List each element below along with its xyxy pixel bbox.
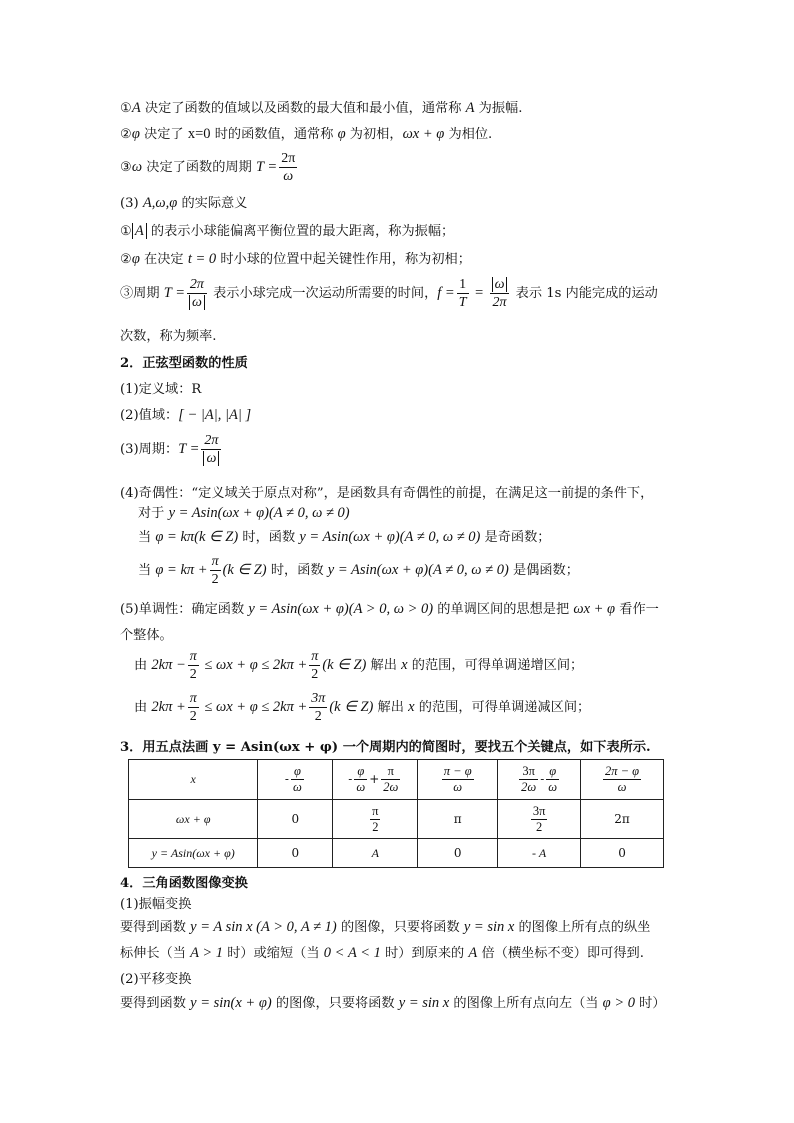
math-var: φ bbox=[131, 126, 140, 142]
text: 当 bbox=[138, 530, 156, 545]
text-line-meaning-heading bbox=[120, 192, 247, 212]
text: 决定了函数的周期 bbox=[142, 160, 256, 175]
table-cell: 0 bbox=[581, 839, 664, 868]
text: 的范围，可得单调递减区间； bbox=[414, 700, 591, 715]
math-expr: ωx + φ bbox=[573, 601, 616, 617]
shift-transform-line1 bbox=[120, 992, 666, 1012]
parity-odd-condition bbox=[138, 526, 551, 546]
denominator: 2 bbox=[372, 819, 379, 834]
property-period bbox=[120, 432, 223, 467]
text: 的表示小球能偏离平衡位置的最大距离，称为振幅； bbox=[146, 224, 455, 239]
table-cell: A bbox=[333, 839, 418, 868]
math-expr: 2kπ + bbox=[151, 699, 186, 715]
math-var: ω bbox=[131, 159, 143, 175]
math-expr: φ > 0 bbox=[602, 995, 635, 1011]
minus-sign: - bbox=[348, 772, 353, 786]
denominator: 2 bbox=[535, 819, 543, 834]
math-var: A bbox=[131, 100, 141, 116]
math-expr: y = sin x bbox=[463, 919, 515, 935]
circled-number: ② bbox=[120, 127, 132, 142]
subheading-amplitude-transform: (1)振幅变换 bbox=[120, 897, 192, 912]
math-expr: = bbox=[470, 285, 488, 301]
fraction bbox=[279, 150, 297, 185]
math-expr: φ = kπ + bbox=[155, 562, 208, 578]
table-cell bbox=[498, 760, 581, 800]
text: 在决定 bbox=[139, 252, 188, 267]
numerator: φ bbox=[546, 764, 559, 780]
numerator: ω bbox=[492, 277, 508, 292]
text: 对于 bbox=[138, 506, 169, 521]
text: 时的函数值，通常称 bbox=[210, 127, 338, 142]
text: 要得到函数 bbox=[120, 920, 191, 935]
denominator: ω bbox=[189, 295, 205, 310]
fraction bbox=[381, 764, 400, 795]
parity-even-condition bbox=[138, 553, 579, 588]
text: 时）或缩短（当 bbox=[223, 946, 324, 961]
math-expr: y = Asin(ωx + φ)(A ≠ 0, ω ≠ 0) bbox=[168, 505, 350, 521]
numerator: 2π bbox=[281, 151, 296, 166]
math-var: A bbox=[465, 100, 475, 116]
math-expr: A,ω,φ bbox=[142, 195, 178, 211]
text: 的范围，可得单调递增区间； bbox=[407, 658, 584, 673]
math-var: A bbox=[468, 945, 478, 961]
denominator: ω bbox=[292, 780, 302, 794]
numerator: 2π bbox=[201, 432, 221, 450]
text-line-period bbox=[120, 150, 299, 185]
math-var: φ bbox=[131, 251, 140, 267]
text: 决定了函数的值域以及函数的最大值和最小值，通常称 bbox=[140, 101, 466, 116]
circled-number: ③ bbox=[120, 160, 132, 175]
fraction bbox=[546, 764, 559, 795]
text: 看作一 bbox=[615, 602, 659, 617]
fraction bbox=[603, 764, 641, 795]
numerator: π bbox=[372, 803, 379, 818]
section-heading-4: 4．三角函数图像变换 bbox=[120, 876, 248, 891]
math-expr: (k ∈ Z) bbox=[222, 562, 267, 578]
math-expr: ≤ ωx + φ ≤ 2kπ + bbox=[200, 699, 308, 715]
math-expr: y = Asin(ωx + φ)(A ≠ 0, ω ≠ 0) bbox=[299, 529, 481, 545]
math-expr: y = sin x bbox=[398, 995, 450, 1011]
fraction bbox=[210, 553, 221, 588]
fraction bbox=[519, 764, 538, 795]
fraction bbox=[187, 276, 207, 311]
numerator: 3π bbox=[532, 803, 546, 818]
minus-sign: - bbox=[540, 772, 545, 786]
numerator: 3π bbox=[311, 691, 326, 706]
text: 为初相， bbox=[345, 127, 403, 142]
table-cell: 2π bbox=[581, 800, 664, 839]
property-range bbox=[120, 404, 251, 424]
text-line-continuation: 次数，称为频率. bbox=[120, 329, 217, 344]
fraction bbox=[490, 276, 510, 311]
math-expr: T = bbox=[255, 159, 278, 175]
table-cell bbox=[418, 760, 498, 800]
text: 为振幅. bbox=[474, 101, 523, 116]
table-cell: ωx + φ bbox=[129, 800, 258, 839]
math-expr: y = A sin x (A > 0, A ≠ 1) bbox=[190, 919, 337, 935]
math-expr: ≤ ωx + φ ≤ 2kπ + bbox=[200, 657, 308, 673]
text-line-amplitude bbox=[120, 97, 522, 117]
denominator: ω bbox=[617, 780, 627, 794]
math-expr: f = bbox=[437, 285, 455, 301]
numerator: π bbox=[189, 691, 197, 706]
numerator: π bbox=[189, 649, 197, 664]
numerator: 2π − φ bbox=[604, 764, 640, 778]
circled-number: ② bbox=[120, 252, 132, 267]
text: 表示 1s 内能完成的运动 bbox=[511, 286, 658, 301]
fraction bbox=[291, 764, 304, 795]
text: 由 bbox=[134, 658, 152, 673]
monotonic-increasing bbox=[134, 648, 583, 683]
property-domain: (1)定义域：R bbox=[120, 382, 202, 397]
fraction bbox=[309, 648, 320, 683]
text: (3) bbox=[120, 196, 143, 211]
amplitude-transform-line1 bbox=[120, 916, 650, 936]
math-expr: (k ∈ Z) bbox=[329, 699, 374, 715]
math-var: x bbox=[401, 657, 408, 673]
table-cell: π bbox=[418, 800, 498, 839]
math-var: x bbox=[408, 699, 415, 715]
fraction bbox=[531, 804, 548, 835]
text: 标伸长（当 bbox=[120, 946, 191, 961]
math-var: φ bbox=[337, 126, 346, 142]
text: ③周期 bbox=[120, 286, 164, 301]
math-expr: (k ∈ Z) bbox=[322, 657, 367, 673]
text: 时小球的位置中起关键性作用，称为初相； bbox=[216, 252, 471, 267]
text: 决定了 bbox=[139, 127, 188, 142]
text: 为相位. bbox=[444, 127, 493, 142]
table-cell: x bbox=[129, 760, 258, 800]
fraction bbox=[370, 804, 380, 835]
monotonic-decreasing bbox=[134, 690, 590, 725]
table-row bbox=[129, 839, 664, 868]
denominator: ω bbox=[283, 169, 294, 184]
plus-sign: + bbox=[369, 772, 380, 786]
math-expr: y = Asin(ωx + φ)(A ≠ 0, ω ≠ 0) bbox=[327, 562, 509, 578]
math-expr: y = sin(x + φ) bbox=[190, 995, 272, 1011]
denominator: 2 bbox=[189, 667, 197, 682]
text: 时）到原来的 bbox=[380, 946, 469, 961]
property-monotonicity bbox=[120, 598, 659, 618]
denominator: 2ω bbox=[383, 780, 399, 794]
circled-number: ① bbox=[120, 224, 132, 239]
text: (3)周期： bbox=[120, 442, 179, 457]
text: 时） bbox=[634, 996, 666, 1011]
table-cell bbox=[333, 800, 418, 839]
math-expr: t = 0 bbox=[187, 251, 217, 267]
table-cell bbox=[498, 800, 581, 839]
fraction bbox=[188, 648, 199, 683]
denominator: 2ω bbox=[521, 780, 537, 794]
numerator: π bbox=[311, 649, 319, 664]
text: 的图像，只要将函数 bbox=[336, 920, 464, 935]
fraction bbox=[457, 276, 469, 311]
text: 由 bbox=[134, 700, 152, 715]
table-cell bbox=[581, 760, 664, 800]
numerator: 2π bbox=[187, 276, 207, 294]
math-expr: ωx + φ bbox=[402, 126, 445, 142]
text: (2)值域： bbox=[120, 408, 179, 423]
text-line-abs-amplitude bbox=[120, 220, 454, 240]
math-expr: T = bbox=[178, 441, 200, 457]
denominator: 2 bbox=[311, 667, 319, 682]
denominator: ω bbox=[203, 451, 219, 466]
text-line-period-frequency bbox=[120, 276, 658, 311]
math-expr: 2kπ − bbox=[151, 657, 186, 673]
subheading-shift-transform: (2)平移变换 bbox=[120, 972, 192, 987]
denominator: 2 bbox=[211, 572, 219, 587]
table-row bbox=[129, 760, 664, 800]
math-expr: φ = kπ(k ∈ Z) bbox=[155, 529, 239, 545]
table-cell bbox=[333, 760, 418, 800]
denominator: ω bbox=[548, 780, 558, 794]
denominator: ω bbox=[453, 780, 463, 794]
math-expr: [ − |A|, |A| ] bbox=[178, 407, 252, 423]
numerator: π bbox=[381, 764, 400, 780]
numerator: φ bbox=[291, 764, 304, 780]
math-expr: y = Asin(ωx + φ)(A > 0, ω > 0) bbox=[248, 601, 434, 617]
text: 解出 bbox=[366, 658, 402, 673]
text: 倍（横坐标不变）即可得到. bbox=[477, 946, 644, 961]
five-point-table bbox=[128, 759, 664, 868]
denominator: 2 bbox=[314, 709, 322, 724]
text: 的图像上所有点向左（当 bbox=[449, 996, 603, 1011]
text: 时，函数 bbox=[266, 563, 328, 578]
text: 的实际意义 bbox=[177, 196, 248, 211]
text-line-phi-meaning bbox=[120, 248, 471, 268]
math-expr: A > 1 bbox=[190, 945, 224, 961]
text: 是奇函数； bbox=[480, 530, 551, 545]
table-cell: 0 bbox=[258, 800, 333, 839]
text: 的图像，只要将函数 bbox=[271, 996, 399, 1011]
text: (5)单调性：确定函数 bbox=[120, 602, 249, 617]
table-cell: - A bbox=[498, 839, 581, 868]
denominator: ω bbox=[356, 780, 366, 794]
fraction bbox=[188, 690, 199, 725]
text: 的单调区间的思想是把 bbox=[433, 602, 574, 617]
denominator: T bbox=[458, 295, 467, 310]
text: 解出 bbox=[373, 700, 409, 715]
minus-sign: - bbox=[284, 772, 289, 786]
math-expr: x=0 bbox=[187, 126, 211, 142]
text: 的图像上所有点的纵坐 bbox=[514, 920, 651, 935]
text-line-initial-phase bbox=[120, 123, 492, 143]
math-expr: 0 < A < 1 bbox=[323, 945, 381, 961]
numerator: φ bbox=[354, 764, 367, 780]
amplitude-transform-line2 bbox=[120, 942, 644, 962]
text: 要得到函数 bbox=[120, 996, 191, 1011]
table-cell bbox=[258, 760, 333, 800]
text: 表示小球完成一次运动所需要的时间， bbox=[208, 286, 438, 301]
text: 是偶函数； bbox=[508, 563, 579, 578]
fraction bbox=[354, 764, 367, 795]
text-line-continuation: 个整体。 bbox=[120, 628, 173, 643]
table-row bbox=[129, 800, 664, 839]
table-cell: 0 bbox=[418, 839, 498, 868]
parity-function bbox=[138, 502, 350, 522]
text: 当 bbox=[138, 563, 156, 578]
numerator: π bbox=[211, 554, 219, 569]
denominator: 2 bbox=[189, 709, 197, 724]
section-heading-2: 2．正弦型函数的性质 bbox=[120, 356, 248, 371]
table-cell: 0 bbox=[258, 839, 333, 868]
circled-number: ① bbox=[120, 101, 132, 116]
section-heading-3: 3．用五点法画 y = Asin(ωx + φ) 一个周期内的简图时，要找五个关键点，如下表所示. bbox=[120, 740, 651, 755]
numerator: π − φ bbox=[443, 764, 472, 778]
fraction bbox=[201, 432, 221, 467]
property-parity: (4)奇偶性：“定义域关于原点对称”，是函数具有奇偶性的前提，在满足这一前提的条件下， bbox=[120, 486, 654, 501]
text: 时，函数 bbox=[238, 530, 300, 545]
numerator: 3π bbox=[519, 764, 538, 780]
table-cell: y = Asin(ωx + φ) bbox=[129, 839, 258, 868]
fraction bbox=[442, 764, 474, 795]
fraction bbox=[309, 690, 327, 725]
math-var: A bbox=[132, 223, 147, 239]
denominator: 2π bbox=[492, 295, 507, 310]
math-expr: T = bbox=[163, 285, 185, 301]
numerator: 1 bbox=[457, 276, 469, 294]
